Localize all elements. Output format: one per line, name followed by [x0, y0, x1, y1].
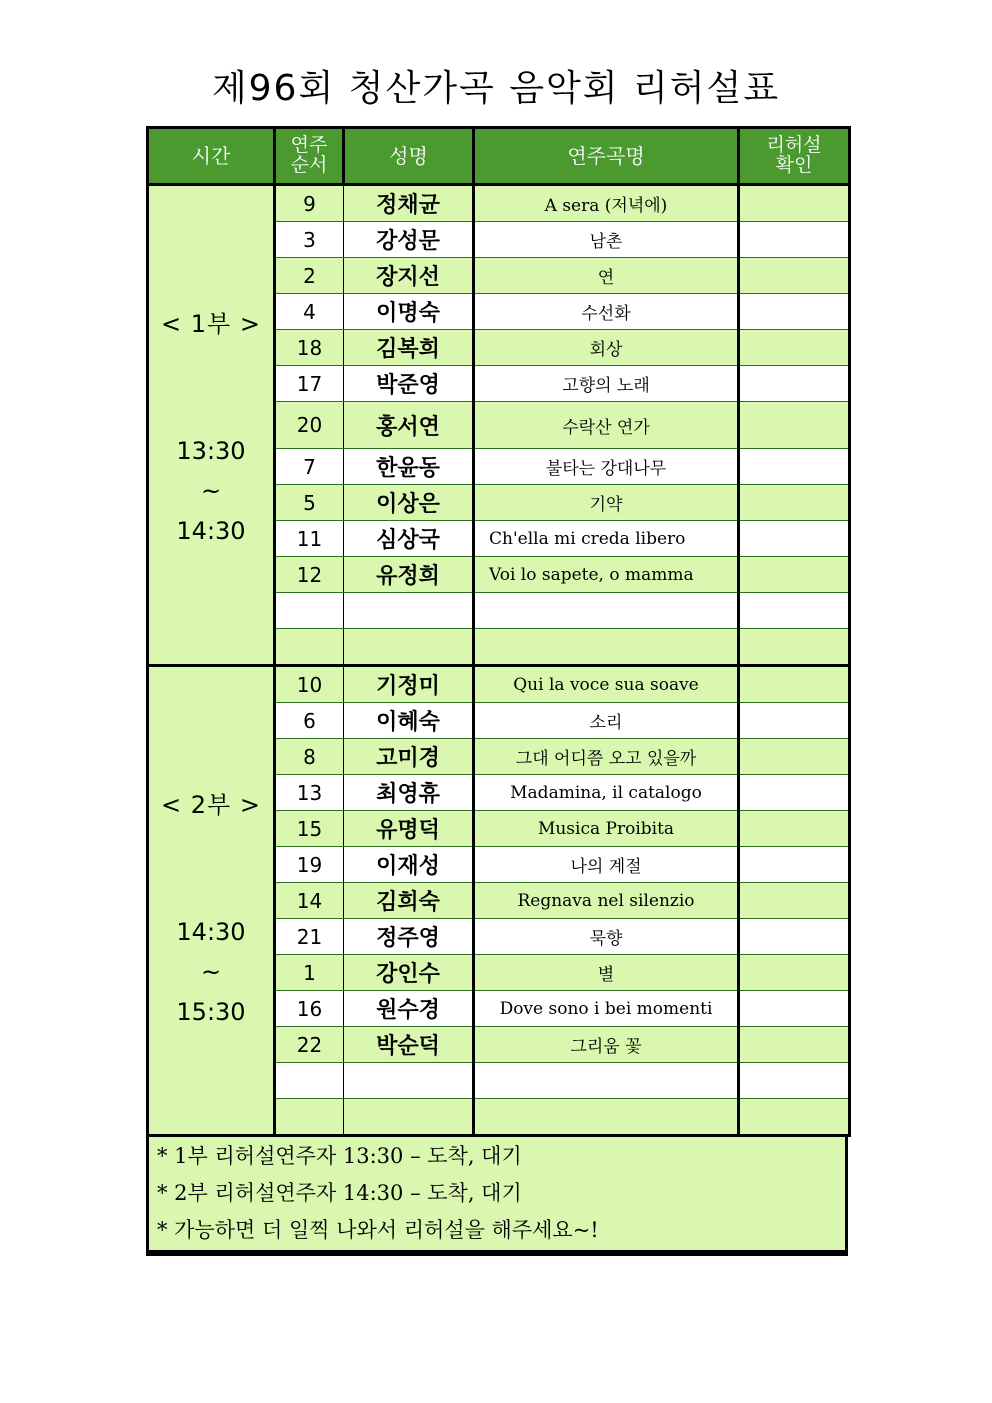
order-cell: 19 [275, 847, 344, 883]
performer-name: 정채균 [344, 185, 474, 222]
part1-end-time: 14:30 [176, 517, 246, 545]
rehearsal-table [146, 126, 848, 1247]
order-cell: 13 [275, 775, 344, 811]
notes-box [146, 1137, 848, 1253]
header-time: 시간 [148, 128, 275, 185]
part1-tilde: ~ [200, 477, 222, 505]
page-title: 제96회 청산가곡 음악회 리허설표 [211, 68, 781, 109]
order-cell: 3 [275, 222, 344, 258]
performer-name: 이재성 [344, 847, 474, 883]
song-title: Musica Proibita [474, 811, 739, 847]
song-title [474, 629, 739, 666]
order-cell [275, 629, 344, 666]
rehearsal-check-cell [739, 449, 850, 485]
performer-name [344, 1099, 474, 1136]
rehearsal-check-cell [739, 521, 850, 557]
song-title: 그리움 꽃 [474, 1027, 739, 1063]
performer-name: 장지선 [344, 258, 474, 294]
song-title: 기약 [474, 485, 739, 521]
song-title: 수락산 연가 [474, 402, 739, 449]
performer-name [344, 593, 474, 629]
song-title: 그대 어디쯤 오고 있을까 [474, 739, 739, 775]
performer-name: 원수경 [344, 991, 474, 1027]
rehearsal-check-cell [739, 955, 850, 991]
order-cell: 10 [275, 666, 344, 703]
performer-name: 고미경 [344, 739, 474, 775]
rehearsal-check-cell [739, 185, 850, 222]
order-cell [275, 1063, 344, 1099]
performer-name: 한윤동 [344, 449, 474, 485]
header-check-line2: 확인 [775, 154, 813, 176]
rehearsal-check-cell [739, 919, 850, 955]
part2-start-time: 14:30 [176, 918, 246, 946]
song-title: 남촌 [474, 222, 739, 258]
bottom-rule [146, 1253, 848, 1256]
rehearsal-check-cell [739, 366, 850, 402]
header-order-line1: 연주 [290, 134, 328, 157]
header-order-line2: 순서 [290, 154, 328, 176]
rehearsal-check-cell [739, 883, 850, 919]
order-cell: 16 [275, 991, 344, 1027]
header-check [739, 128, 850, 185]
song-title: 묵향 [474, 919, 739, 955]
song-title: 수선화 [474, 294, 739, 330]
song-title: Ch'ella mi creda libero [474, 521, 739, 557]
song-title: 소리 [474, 703, 739, 739]
part2-time-cell [148, 666, 275, 1136]
performer-name: 유명덕 [344, 811, 474, 847]
part1-time-cell [148, 185, 275, 666]
rehearsal-check-cell [739, 811, 850, 847]
performer-name: 이혜숙 [344, 703, 474, 739]
song-title: 회상 [474, 330, 739, 366]
performer-name: 최영휴 [344, 775, 474, 811]
rehearsal-check-cell [739, 557, 850, 593]
header-name: 성명 [344, 128, 474, 185]
order-cell: 2 [275, 258, 344, 294]
part2-label: < 2부 > [161, 791, 261, 819]
order-cell: 18 [275, 330, 344, 366]
order-cell [275, 1099, 344, 1136]
rehearsal-check-cell [739, 593, 850, 629]
part2-tilde: ~ [200, 958, 222, 986]
table-row [148, 185, 850, 222]
schedule-table [146, 126, 851, 1137]
rehearsal-check-cell [739, 330, 850, 366]
note-line: * 1부 리허설연주자 13:30 – 도착, 대기 [157, 1144, 522, 1168]
order-cell: 9 [275, 185, 344, 222]
rehearsal-check-cell [739, 739, 850, 775]
performer-name: 강인수 [344, 955, 474, 991]
song-title: 불타는 강대나무 [474, 449, 739, 485]
song-title: Dove sono i bei momenti [474, 991, 739, 1027]
performer-name: 강성문 [344, 222, 474, 258]
song-title: Madamina, il catalogo [474, 775, 739, 811]
header-row [148, 128, 850, 185]
song-title: 별 [474, 955, 739, 991]
rehearsal-check-cell [739, 485, 850, 521]
order-cell: 6 [275, 703, 344, 739]
rehearsal-check-cell [739, 991, 850, 1027]
performer-name: 유정희 [344, 557, 474, 593]
note-line: * 2부 리허설연주자 14:30 – 도착, 대기 [157, 1181, 522, 1205]
performer-name: 정주영 [344, 919, 474, 955]
rehearsal-check-cell [739, 294, 850, 330]
order-cell: 4 [275, 294, 344, 330]
order-cell: 14 [275, 883, 344, 919]
rehearsal-check-cell [739, 1099, 850, 1136]
part1-label: < 1부 > [161, 310, 261, 338]
performer-name: 심상국 [344, 521, 474, 557]
song-title [474, 1099, 739, 1136]
performer-name: 홍서연 [344, 402, 474, 449]
order-cell: 20 [275, 402, 344, 449]
order-cell [275, 593, 344, 629]
rehearsal-check-cell [739, 1027, 850, 1063]
rehearsal-check-cell [739, 666, 850, 703]
order-cell: 1 [275, 955, 344, 991]
order-cell: 22 [275, 1027, 344, 1063]
rehearsal-check-cell [739, 402, 850, 449]
performer-name: 이명숙 [344, 294, 474, 330]
song-title: Regnava nel silenzio [474, 883, 739, 919]
order-cell: 5 [275, 485, 344, 521]
header-song: 연주곡명 [474, 128, 739, 185]
song-title: Qui la voce sua soave [474, 666, 739, 703]
song-title [474, 593, 739, 629]
rehearsal-check-cell [739, 1063, 850, 1099]
song-title: 나의 계절 [474, 847, 739, 883]
header-check-line1: 리허설 [766, 134, 822, 157]
order-cell: 8 [275, 739, 344, 775]
rehearsal-check-cell [739, 775, 850, 811]
song-title: 고향의 노래 [474, 366, 739, 402]
rehearsal-check-cell [739, 629, 850, 666]
song-title: Voi lo sapete, o mamma [474, 557, 739, 593]
performer-name [344, 1063, 474, 1099]
rehearsal-check-cell [739, 222, 850, 258]
rehearsal-check-cell [739, 258, 850, 294]
part1-start-time: 13:30 [176, 437, 246, 465]
performer-name [344, 629, 474, 666]
song-title: 연 [474, 258, 739, 294]
header-order [275, 128, 344, 185]
note-line: * 가능하면 더 일찍 나와서 리허설을 해주세요~! [157, 1218, 599, 1242]
performer-name: 박준영 [344, 366, 474, 402]
rehearsal-check-cell [739, 847, 850, 883]
rehearsal-check-cell [739, 703, 850, 739]
performer-name: 박순덕 [344, 1027, 474, 1063]
order-cell: 11 [275, 521, 344, 557]
part2-end-time: 15:30 [176, 998, 246, 1026]
song-title [474, 1063, 739, 1099]
table-row [148, 666, 850, 703]
song-title: A sera (저녁에) [474, 185, 739, 222]
order-cell: 17 [275, 366, 344, 402]
performer-name: 김희숙 [344, 883, 474, 919]
performer-name: 이상은 [344, 485, 474, 521]
performer-name: 기정미 [344, 666, 474, 703]
order-cell: 12 [275, 557, 344, 593]
order-cell: 15 [275, 811, 344, 847]
order-cell: 7 [275, 449, 344, 485]
order-cell: 21 [275, 919, 344, 955]
performer-name: 김복희 [344, 330, 474, 366]
